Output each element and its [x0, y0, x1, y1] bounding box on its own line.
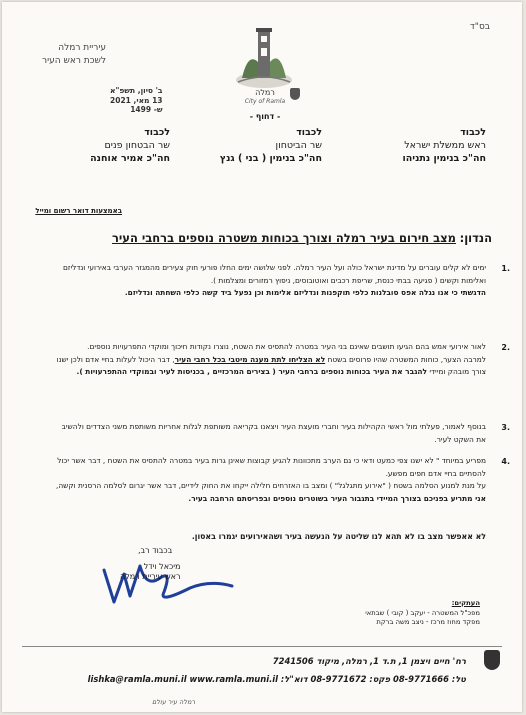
paragraph-number: 1.: [501, 264, 510, 273]
signatory-title: ראש עיריית רמלה: [120, 572, 181, 581]
addressee-role: ראש ממשלת ישראל: [404, 140, 486, 151]
footer-slogan: רמלה עיר עולם: [152, 698, 196, 706]
paragraph-number: 2.: [501, 343, 510, 352]
paragraph-text: לאור אירועי אמש בהם הגיעו תושבים שאינם בני העיר במטרה להתסיס את השטח, נוצרו נקודות חיכוך ומוקדי התפרעויות נוספים.: [87, 342, 486, 351]
date-hebrew: ב' סיון, תשפ"א: [110, 86, 163, 95]
paragraph-text: בנוסף לאמור, פעלתי מול ראשי הקהילות בעיר וחברי מועצת העיר ויצאנו בקריאה משותפת לגלות אחריות משותפת משני הצדדים ולהשיב את השקט לעיר.: [61, 422, 486, 444]
city-name: רמלה: [255, 88, 275, 97]
office-block: [42, 42, 106, 68]
addressee-to: לכבוד: [144, 127, 170, 138]
paragraph-4: [54, 455, 486, 505]
office-org: עיריית רמלה: [58, 43, 106, 53]
paragraph-underline: לא הצליחו לתת מענה מיטבי בכל רחבי העיר: [174, 354, 326, 364]
paragraph-text-2: למרבה הצער, כוחות המשטרה שהיו פרוסים בשטח: [327, 354, 486, 364]
municipal-badge-icon: [290, 88, 300, 100]
reference-number: ש- 1499: [130, 105, 163, 114]
addressee-name: חה"כ אמיר אוחנה: [90, 153, 170, 164]
paragraph-number: 4.: [501, 457, 510, 466]
office-dept: לשכת ראש העיר: [42, 56, 106, 66]
addressee-internal-security: [90, 126, 170, 165]
paragraph-bold: להגבר את העיר בכוחות נוספים ברחבי העיר ( בצירים המרכזיים , בכניסות לעיר ובמוקדי ההתפרעויות ).: [76, 367, 427, 376]
ramla-tower-logo: [234, 22, 294, 92]
date-block: [110, 86, 163, 115]
paragraph-text-2: על מנת למנוע הסלמה בשטח ( "אירוע מתגלגל" ) ומצב בו האזרחים חלילה ייקחו את החוק לידיים, דבר אשר יגרום לסלמה הרסנית וקשה,: [55, 481, 486, 490]
addressee-role: שר הביטחון: [275, 140, 322, 151]
footer-divider: [22, 646, 502, 647]
addressee-name: חה"כ בנימין ( בני ) גנץ: [219, 153, 322, 164]
subject-text: מצב חירום בעיר רמלה וצורך בכוחות משטרה נוספים ברחבי העיר: [111, 231, 456, 245]
signatory: [120, 562, 181, 582]
signatory-name: מיכאל וידל: [143, 562, 181, 571]
letter-page: [2, 2, 522, 712]
copies-heading: העתקים:: [451, 599, 480, 607]
subject-label: הנדון:: [459, 231, 492, 245]
footer-address: רח' חיים ויצמן 1, ת.ד 1, רמלה, מיקוד 7241506: [272, 656, 466, 666]
closing-statement: לא אאפשר מצב בו לא תהא לנו שליטה על הנעשה בעיר ושהאירועים יגמרו באסון.: [191, 532, 486, 541]
delivery-method: באמצעות דואר רשום ומייל: [35, 207, 122, 215]
paragraph-2: [54, 341, 486, 379]
paragraph-text: מפריע במיוחד " לא ישנו צפי כמעט ודאי כי גם הערב מתכוונות להגיע קבוצות שאינן גרות בעיר במטרה להתסיס את השטח , דבר אשר יכול להסתיים בחיי אדם חפים מפשע.: [57, 456, 486, 478]
paragraph-1: [54, 262, 486, 300]
subject-line: [62, 230, 492, 246]
urgent-label: - דחוף -: [249, 112, 281, 121]
addressee-to: לכבוד: [296, 127, 322, 138]
regards: בכבוד רב,: [138, 546, 173, 555]
paragraph-bold: אני מתריע בפניכם בצורך המיידי בתגבור העיר בשוטרים נוספים ובפריסתם הרחבה בעיר.: [188, 493, 486, 503]
copies-item: מפכ"ל המשטרה - יעקב ( קובי ) שבתאי: [365, 608, 480, 617]
municipal-logo-icon: [484, 650, 500, 670]
footer-contacts: טל: 08-9771666 פקס: 08-9771672 דוא"ל: lishka@ramla.muni.il www.ramla.muni.il: [87, 674, 466, 684]
copies-block: [270, 599, 480, 628]
paragraph-number: 3.: [501, 423, 510, 432]
addressee-pm: [402, 126, 486, 165]
addressee-defense: [220, 126, 322, 165]
city-name-script: City of Ramla: [244, 98, 286, 105]
paragraph-bold: הדגשתי כי אנו נגלה אפס סובלנות כלפי תוקפנות ונדליזם אלימות וכן נפעל ביד קשה כלפי השחתה ונדליזם.: [124, 288, 486, 297]
paragraph-3: [54, 421, 486, 446]
paragraph-text: ימים לא קלים עוברים על מדינת ישראל כולה ועל העיר רמלה. לפני שלושה ימים החלו פורעי חוק צעירים מהמגזר הערבי באירועי ונדליזם ואלימות וקשים ( פגיעה בבתי כנסת, שריפת רכבים ואוטובוסים, ניפוץ רמזורים ומצלמות ).: [63, 263, 486, 285]
addressee-name: חה"כ בנימין נתניהו: [402, 153, 486, 164]
addressee-role: שר הבטחון פנים: [104, 140, 170, 151]
addressee-to: לכבוד: [460, 127, 486, 138]
copies-item: מפקד מחוז מרכז - ניצב משה ברקת: [376, 618, 480, 626]
bsd-mark: בס"ד: [469, 22, 490, 32]
date-gregorian: 13 מאי, 2021: [110, 95, 163, 105]
paragraph-text-3: , דבר היכול לעלות בחיי אדם ולכן ישנו צורך מובהק ומיידי: [56, 354, 486, 376]
